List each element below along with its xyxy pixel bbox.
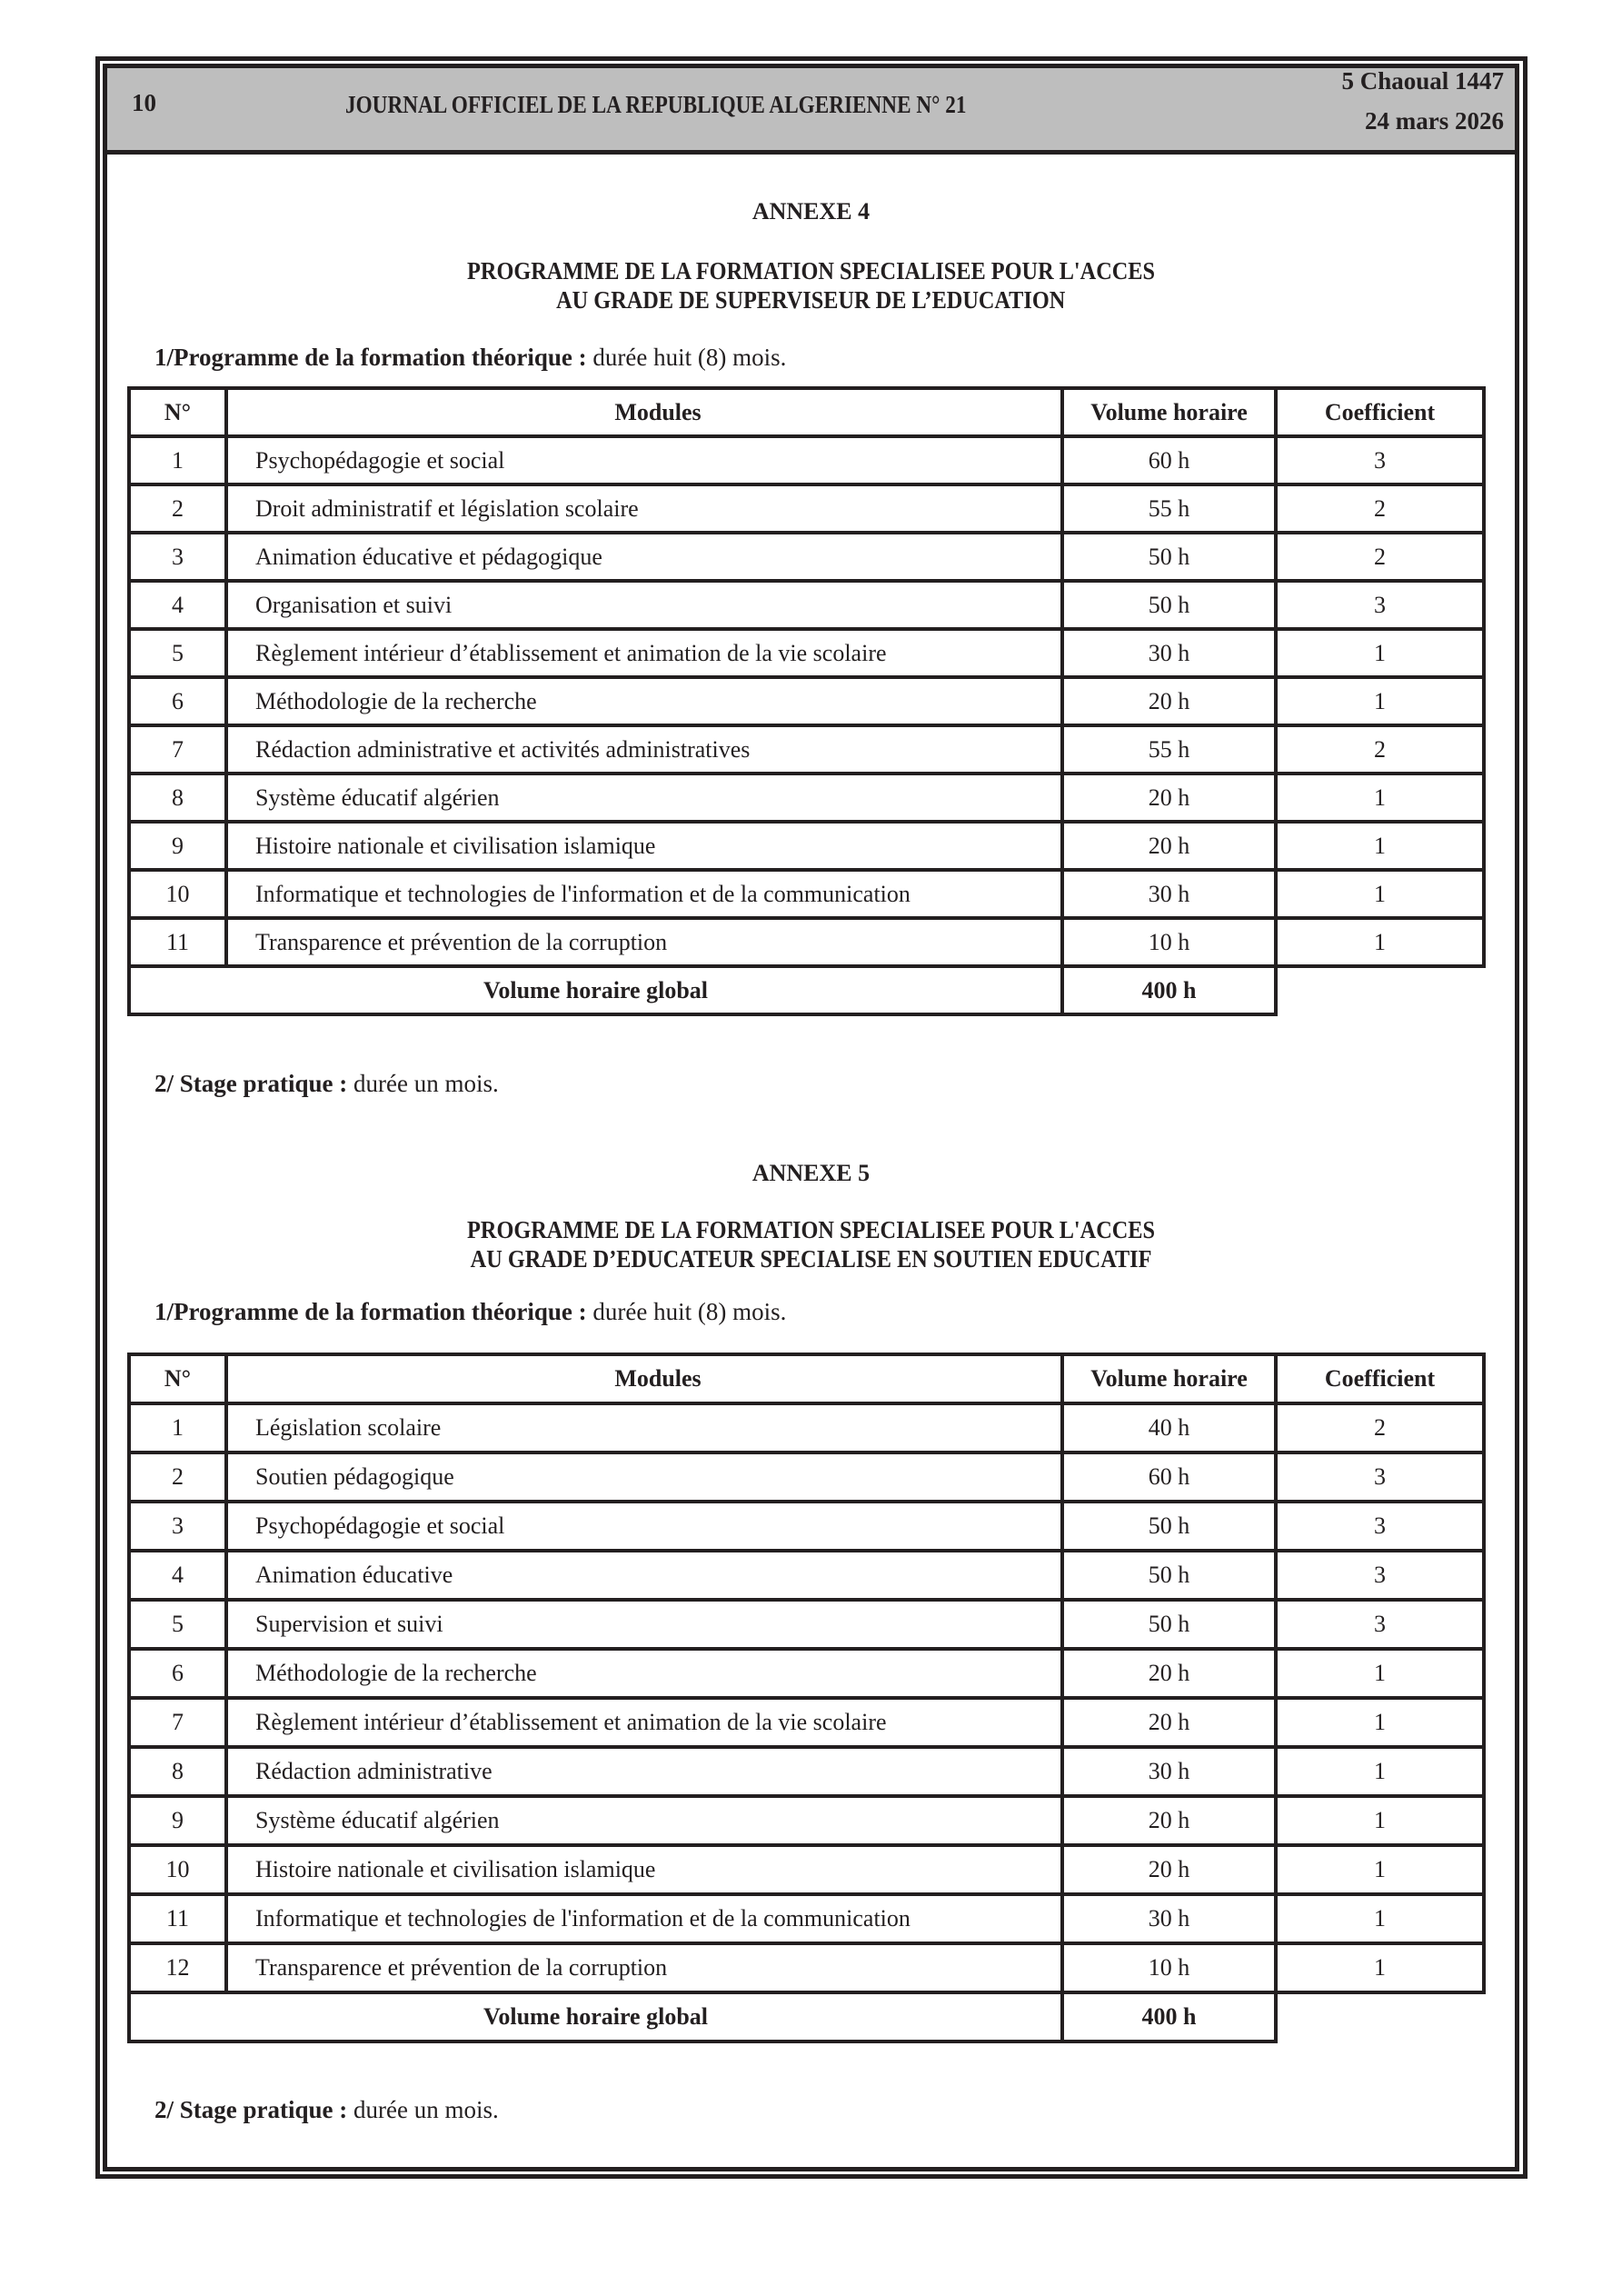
cell-module: Droit administratif et législation scolaire xyxy=(226,484,1062,533)
cell-module: Transparence et prévention de la corruption xyxy=(226,918,1062,966)
cell-coefficient: 2 xyxy=(1276,725,1484,774)
annexe-4-stage-duration: durée un mois. xyxy=(347,1070,499,1097)
cell-number: 2 xyxy=(129,484,226,533)
cell-module: Système éducatif algérien xyxy=(226,774,1062,822)
cell-module: Rédaction administrative et activités administratives xyxy=(226,725,1062,774)
table-row xyxy=(129,1502,1484,1551)
annexe-4-label: ANNEXE 4 xyxy=(751,198,871,225)
cell-number: 11 xyxy=(129,1894,226,1943)
annexe-5-stage-label: 2/ Stage pratique : xyxy=(154,2096,348,2123)
cell-volume: 55 h xyxy=(1062,725,1276,774)
cell-number: 8 xyxy=(129,774,226,822)
cell-volume: 30 h xyxy=(1062,1747,1276,1796)
table-row xyxy=(129,1600,1484,1649)
annexe-4-modules-table xyxy=(127,386,1486,1016)
cell-module: Méthodologie de la recherche xyxy=(226,677,1062,725)
cell-module: Organisation et suivi xyxy=(226,581,1062,629)
table-row xyxy=(129,822,1484,870)
total-empty-cell xyxy=(1276,1992,1484,2041)
table-row xyxy=(129,870,1484,918)
cell-number: 10 xyxy=(129,1845,226,1894)
journal-title: JOURNAL OFFICIEL DE LA REPUBLIQUE ALGERIENNE N° 21 xyxy=(345,91,967,118)
cell-coefficient: 1 xyxy=(1276,1649,1484,1698)
annexe-4-title-line2: AU GRADE DE SUPERVISEUR DE L’EDUCATION xyxy=(556,286,1066,314)
cell-coefficient: 3 xyxy=(1276,1452,1484,1502)
cell-coefficient: 2 xyxy=(1276,484,1484,533)
table-row xyxy=(129,1403,1484,1452)
cell-coefficient: 1 xyxy=(1276,629,1484,677)
cell-module: Animation éducative et pédagogique xyxy=(226,533,1062,581)
cell-number: 7 xyxy=(129,1698,226,1747)
table-row xyxy=(129,581,1484,629)
gregorian-date: 24 mars 2026 xyxy=(1365,107,1504,135)
cell-number: 4 xyxy=(129,581,226,629)
cell-volume: 50 h xyxy=(1062,1551,1276,1600)
cell-volume: 20 h xyxy=(1062,1698,1276,1747)
table-row xyxy=(129,1845,1484,1894)
cell-number: 12 xyxy=(129,1943,226,1992)
cell-coefficient: 1 xyxy=(1276,774,1484,822)
total-value: 400 h xyxy=(1062,1992,1276,2041)
cell-number: 8 xyxy=(129,1747,226,1796)
cell-module: Animation éducative xyxy=(226,1551,1062,1600)
cell-volume: 20 h xyxy=(1062,1796,1276,1845)
cell-coefficient: 1 xyxy=(1276,822,1484,870)
cell-number: 9 xyxy=(129,1796,226,1845)
cell-number: 5 xyxy=(129,1600,226,1649)
annexe-5-stage-line xyxy=(154,2096,499,2124)
cell-volume: 10 h xyxy=(1062,1943,1276,1992)
cell-coefficient: 1 xyxy=(1276,918,1484,966)
cell-module: Système éducatif algérien xyxy=(226,1796,1062,1845)
cell-coefficient: 3 xyxy=(1276,581,1484,629)
table-row xyxy=(129,1943,1484,1992)
annexe-5-label: ANNEXE 5 xyxy=(751,1160,871,1186)
cell-volume: 30 h xyxy=(1062,1894,1276,1943)
cell-coefficient: 1 xyxy=(1276,1698,1484,1747)
cell-coefficient: 2 xyxy=(1276,1403,1484,1452)
annexe-5-title-line2: AU GRADE D’EDUCATEUR SPECIALISE EN SOUTIEN EDUCATIF xyxy=(470,1245,1152,1273)
table-row xyxy=(129,774,1484,822)
cell-module: Informatique et technologies de l'information et de la communication xyxy=(226,870,1062,918)
cell-number: 5 xyxy=(129,629,226,677)
cell-number: 2 xyxy=(129,1452,226,1502)
cell-module: Soutien pédagogique xyxy=(226,1452,1062,1502)
table-total-row xyxy=(129,1992,1484,2041)
cell-number: 1 xyxy=(129,1403,226,1452)
cell-module: Législation scolaire xyxy=(226,1403,1062,1452)
cell-number: 7 xyxy=(129,725,226,774)
cell-number: 1 xyxy=(129,436,226,484)
cell-volume: 20 h xyxy=(1062,1845,1276,1894)
cell-volume: 30 h xyxy=(1062,870,1276,918)
annexe-5-theory-label: 1/Programme de la formation théorique : xyxy=(154,1298,587,1325)
table-row xyxy=(129,629,1484,677)
table-row xyxy=(129,1894,1484,1943)
cell-volume: 50 h xyxy=(1062,533,1276,581)
annexe-5-modules-table xyxy=(127,1353,1486,2043)
cell-module: Supervision et suivi xyxy=(226,1600,1062,1649)
table-header-row xyxy=(129,388,1484,436)
cell-coefficient: 1 xyxy=(1276,1943,1484,1992)
table-row xyxy=(129,436,1484,484)
header-number: N° xyxy=(129,1354,226,1403)
table-row xyxy=(129,918,1484,966)
table-row xyxy=(129,1796,1484,1845)
cell-number: 9 xyxy=(129,822,226,870)
total-label: Volume horaire global xyxy=(129,966,1062,1014)
cell-volume: 20 h xyxy=(1062,677,1276,725)
table-row xyxy=(129,1551,1484,1600)
cell-volume: 40 h xyxy=(1062,1403,1276,1452)
cell-volume: 20 h xyxy=(1062,822,1276,870)
cell-volume: 50 h xyxy=(1062,1502,1276,1551)
table-row xyxy=(129,677,1484,725)
cell-module: Psychopédagogie et social xyxy=(226,436,1062,484)
cell-volume: 20 h xyxy=(1062,774,1276,822)
header-coefficient: Coefficient xyxy=(1276,1354,1484,1403)
cell-coefficient: 3 xyxy=(1276,1600,1484,1649)
cell-number: 6 xyxy=(129,677,226,725)
cell-coefficient: 3 xyxy=(1276,1502,1484,1551)
cell-module: Histoire nationale et civilisation islamique xyxy=(226,822,1062,870)
total-empty-cell xyxy=(1276,966,1484,1014)
cell-coefficient: 1 xyxy=(1276,1747,1484,1796)
annexe-4-theory-line xyxy=(154,344,786,372)
cell-volume: 10 h xyxy=(1062,918,1276,966)
cell-number: 3 xyxy=(129,1502,226,1551)
page-number: 10 xyxy=(132,89,156,116)
annexe-5-title xyxy=(107,1215,1515,1273)
annexe-4-theory-duration: durée huit (8) mois. xyxy=(586,344,787,371)
cell-coefficient: 1 xyxy=(1276,677,1484,725)
cell-module: Méthodologie de la recherche xyxy=(226,1649,1062,1698)
header-volume: Volume horaire xyxy=(1062,388,1276,436)
total-label: Volume horaire global xyxy=(129,1992,1062,2041)
header-modules: Modules xyxy=(226,388,1062,436)
cell-coefficient: 1 xyxy=(1276,1894,1484,1943)
annexe-5-stage-duration: durée un mois. xyxy=(347,2096,499,2123)
cell-coefficient: 1 xyxy=(1276,1845,1484,1894)
cell-module: Psychopédagogie et social xyxy=(226,1502,1062,1551)
annexe-4-theory-label: 1/Programme de la formation théorique : xyxy=(154,344,587,371)
cell-module: Règlement intérieur d’établissement et animation de la vie scolaire xyxy=(226,629,1062,677)
cell-coefficient: 3 xyxy=(1276,436,1484,484)
cell-module: Rédaction administrative xyxy=(226,1747,1062,1796)
cell-volume: 30 h xyxy=(1062,629,1276,677)
table-row xyxy=(129,484,1484,533)
table-row xyxy=(129,533,1484,581)
table-total-row xyxy=(129,966,1484,1014)
cell-volume: 55 h xyxy=(1062,484,1276,533)
header-volume: Volume horaire xyxy=(1062,1354,1276,1403)
total-value: 400 h xyxy=(1062,966,1276,1014)
annexe-5-title-line1: PROGRAMME DE LA FORMATION SPECIALISEE POUR L'ACCES xyxy=(467,1216,1155,1243)
cell-coefficient: 2 xyxy=(1276,533,1484,581)
header-number: N° xyxy=(129,388,226,436)
cell-number: 4 xyxy=(129,1551,226,1600)
cell-number: 6 xyxy=(129,1649,226,1698)
cell-coefficient: 1 xyxy=(1276,1796,1484,1845)
annexe-4-stage-line xyxy=(154,1070,499,1098)
cell-module: Informatique et technologies de l'information et de la communication xyxy=(226,1894,1062,1943)
cell-volume: 60 h xyxy=(1062,1452,1276,1502)
annexe-5-theory-duration: durée huit (8) mois. xyxy=(586,1298,787,1325)
annexe-4-title-line1: PROGRAMME DE LA FORMATION SPECIALISEE POUR L'ACCES xyxy=(467,257,1155,285)
cell-number: 10 xyxy=(129,870,226,918)
cell-module: Transparence et prévention de la corruption xyxy=(226,1943,1062,1992)
table-row xyxy=(129,1747,1484,1796)
annexe-4-title xyxy=(107,256,1515,314)
table-row xyxy=(129,725,1484,774)
header-modules: Modules xyxy=(226,1354,1062,1403)
cell-volume: 50 h xyxy=(1062,1600,1276,1649)
cell-module: Histoire nationale et civilisation islamique xyxy=(226,1845,1062,1894)
cell-volume: 20 h xyxy=(1062,1649,1276,1698)
cell-number: 11 xyxy=(129,918,226,966)
cell-module: Règlement intérieur d’établissement et animation de la vie scolaire xyxy=(226,1698,1062,1747)
table-row xyxy=(129,1649,1484,1698)
annexe-4-stage-label: 2/ Stage pratique : xyxy=(154,1070,348,1097)
cell-coefficient: 3 xyxy=(1276,1551,1484,1600)
cell-coefficient: 1 xyxy=(1276,870,1484,918)
table-header-row xyxy=(129,1354,1484,1403)
table-row xyxy=(129,1452,1484,1502)
hijri-date: 5 Chaoual 1447 xyxy=(1341,67,1504,95)
cell-number: 3 xyxy=(129,533,226,581)
table-row xyxy=(129,1698,1484,1747)
annexe-5-theory-line xyxy=(154,1298,786,1326)
cell-volume: 50 h xyxy=(1062,581,1276,629)
cell-volume: 60 h xyxy=(1062,436,1276,484)
header-coefficient: Coefficient xyxy=(1276,388,1484,436)
